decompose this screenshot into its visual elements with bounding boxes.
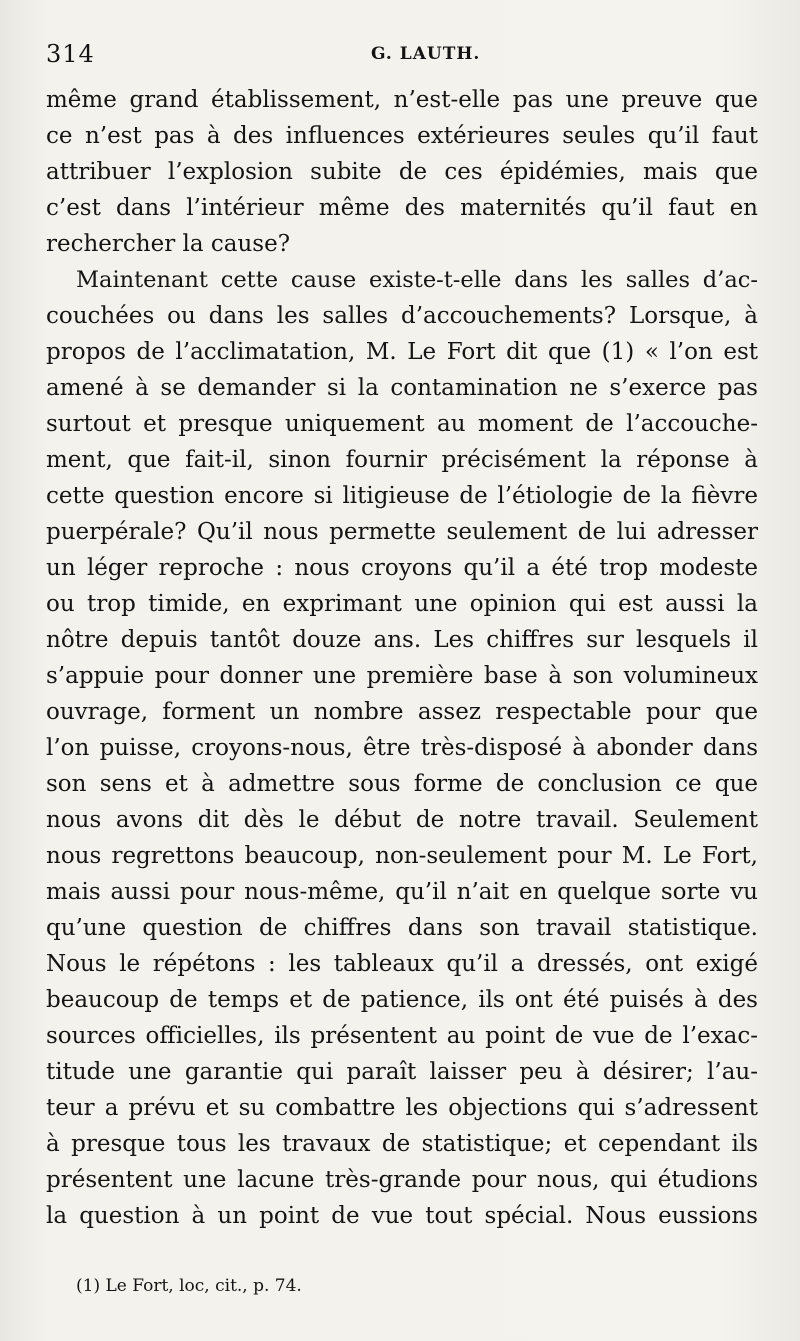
text-line: c’est dans l’intérieur même des maternités qu’il faut en xyxy=(46,195,758,221)
text-line: ce n’est pas à des influences extérieures seules qu’il faut xyxy=(46,123,758,149)
text-line: sources officielles, ils présentent au point de vue de l’exac- xyxy=(46,1023,758,1049)
text-line: amené à se demander si la contamination ne s’exerce pas xyxy=(46,375,758,401)
text-line: cette question encore si litigieuse de l’étiologie de la fièvre xyxy=(46,483,758,509)
text-line: propos de l’acclimatation, M. Le Fort dit que (1) « l’on est xyxy=(46,339,758,365)
text-line: Nous le répétons : les tableaux qu’il a dressés, ont exigé xyxy=(46,951,758,977)
text-line: surtout et presque uniquement au moment de l’accouche- xyxy=(46,411,758,437)
text-line: couchées ou dans les salles d’accouchements? Lorsque, à xyxy=(46,303,758,329)
text-line: ment, que fait-il, sinon fournir précisément la réponse à xyxy=(46,447,758,473)
text-line: teur a prévu et su combattre les objections qui s’adressent xyxy=(46,1095,758,1121)
text-line: titude une garantie qui paraît laisser peu à désirer; l’au- xyxy=(46,1059,758,1085)
text-line: nôtre depuis tantôt douze ans. Les chiffres sur lesquels il xyxy=(46,627,758,653)
text-line: ouvrage, forment un nombre assez respectable pour que xyxy=(46,699,758,725)
body-text xyxy=(46,82,758,1234)
text-line: même grand établissement, n’est-elle pas une preuve que xyxy=(46,87,758,113)
text-line: l’on puisse, croyons-nous, être très-disposé à abonder dans xyxy=(46,735,758,761)
page-number: 314 xyxy=(46,40,95,68)
page-header xyxy=(46,40,758,74)
text-line: s’appuie pour donner une première base à son volumineux xyxy=(46,663,758,689)
text-line: rechercher la cause? xyxy=(46,231,291,257)
text-line: nous regrettons beaucoup, non-seulement pour M. Le Fort, xyxy=(46,843,758,869)
running-head: G. LAUTH. xyxy=(371,44,481,64)
text-line: nous avons dit dès le début de notre travail. Seulement xyxy=(46,807,758,833)
text-line: ou trop timide, en exprimant une opinion qui est aussi la xyxy=(46,591,758,617)
text-line: à presque tous les travaux de statistique; et cependant ils xyxy=(46,1131,758,1157)
text-line: la question à un point de vue tout spécial. Nous eussions xyxy=(46,1203,758,1229)
footnote: (1) Le Fort, loc, cit., p. 74. xyxy=(76,1276,302,1296)
text-line: attribuer l’explosion subite de ces épidémies, mais que xyxy=(46,159,758,185)
text-line: mais aussi pour nous-même, qu’il n’ait en quelque sorte vu xyxy=(46,879,758,905)
text-line: un léger reproche : nous croyons qu’il a été trop modeste xyxy=(46,555,758,581)
text-line: qu’une question de chiffres dans son travail statistique. xyxy=(46,915,758,941)
text-line: Maintenant cette cause existe-t-elle dans les salles d’ac- xyxy=(76,267,758,293)
text-line: beaucoup de temps et de patience, ils ont été puisés à des xyxy=(46,987,758,1013)
text-line: présentent une lacune très-grande pour nous, qui étudions xyxy=(46,1167,758,1193)
text-line: son sens et à admettre sous forme de conclusion ce que xyxy=(46,771,758,797)
text-line: puerpérale? Qu’il nous permette seulement de lui adresser xyxy=(46,519,758,545)
